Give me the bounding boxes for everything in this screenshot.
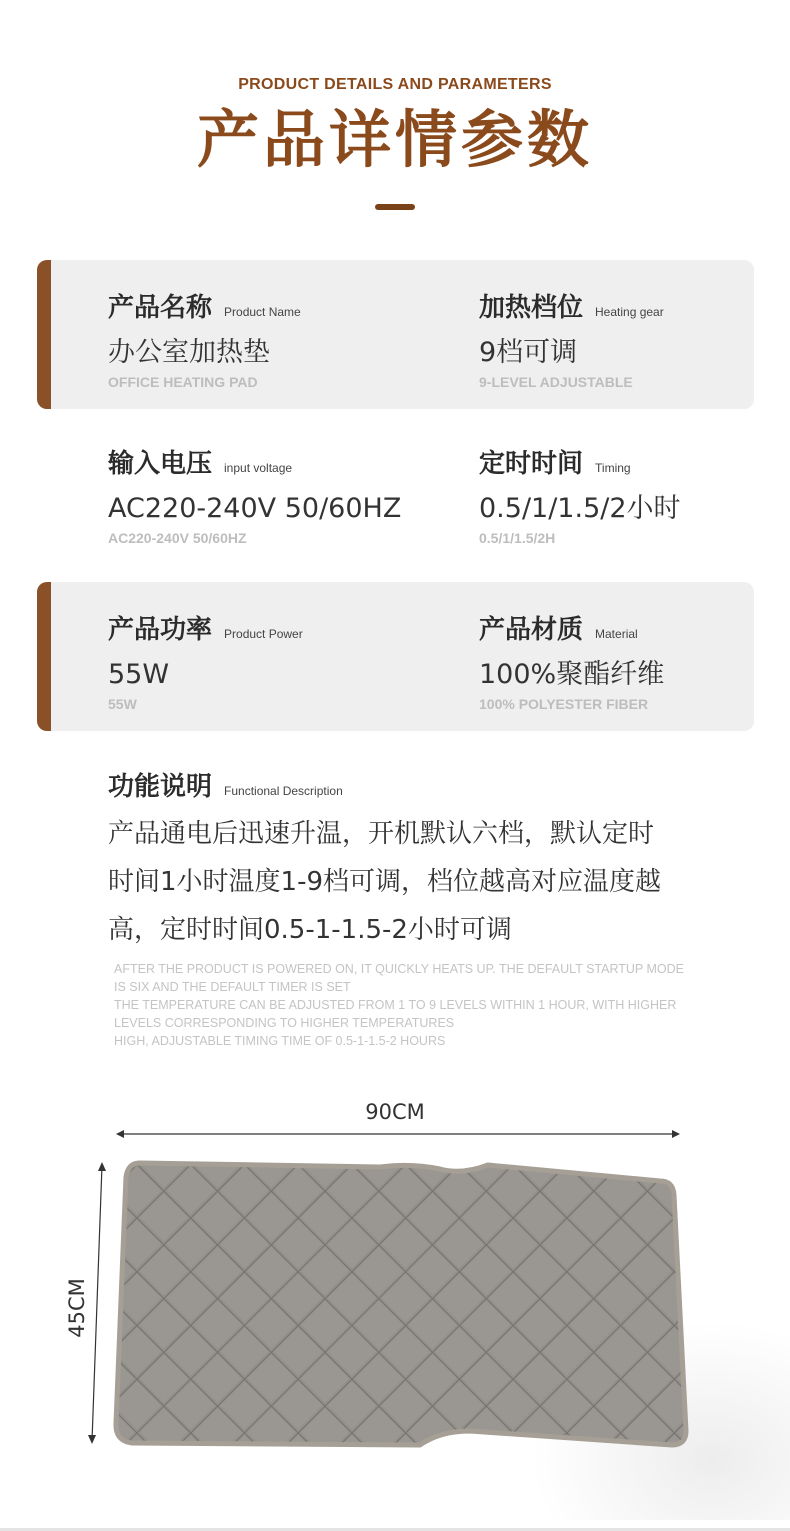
heating-pad-illustration xyxy=(0,1125,790,1465)
param-title-en: Product Power xyxy=(224,627,303,641)
param-title-cn: 输入电压 xyxy=(108,449,213,479)
functional-en-line: AFTER THE PRODUCT IS POWERED ON, IT QUICKLY HEATS UP. THE DEFAULT STARTUP MODE xyxy=(114,962,685,976)
functional-line: 高，定时时间0.5-1-1.5-2小时可调 xyxy=(108,915,512,945)
param-title-en: input voltage xyxy=(224,461,293,475)
width-arrow-head-right xyxy=(672,1130,680,1138)
param-value-en: AC220-240V 50/60HZ xyxy=(108,530,247,546)
param-value-en: 9-LEVEL ADJUSTABLE xyxy=(479,374,633,390)
header-subtitle-en: PRODUCT DETAILS AND PARAMETERS xyxy=(238,76,552,93)
param-value-en: 100% POLYESTER FIBER xyxy=(479,696,649,712)
param-value-en: 55W xyxy=(108,696,137,712)
height-arrow-head-bottom xyxy=(88,1435,96,1444)
functional-en-line: IS SIX AND THE DEFAULT TIMER IS SET xyxy=(114,980,351,994)
param-product-name xyxy=(108,287,448,390)
param-title-cn: 产品功率 xyxy=(108,615,213,645)
functional-title-cn: 功能说明 xyxy=(108,772,213,802)
width-arrow-head-left xyxy=(116,1130,124,1138)
param-title-en: Heating gear xyxy=(595,305,664,319)
param-value: 办公室加热垫 xyxy=(108,337,270,368)
param-title-en: Material xyxy=(595,627,638,641)
param-title-en: Product Name xyxy=(224,305,301,319)
param-value: 9档可调 xyxy=(479,337,578,368)
param-value: 0.5/1/1.5/2小时 xyxy=(479,493,681,524)
param-title-cn: 定时时间 xyxy=(479,449,584,479)
param-value: 55W xyxy=(108,659,170,690)
height-arrow-head-top xyxy=(98,1162,106,1171)
page-title: 产品详情参数 xyxy=(196,103,593,176)
param-title-cn: 产品名称 xyxy=(108,293,213,323)
param-input-voltage xyxy=(108,443,448,546)
title-divider xyxy=(375,204,415,210)
functional-body-en xyxy=(114,960,734,1050)
param-heating-gear xyxy=(479,287,790,390)
param-value: AC220-240V 50/60HZ xyxy=(108,493,402,524)
param-material xyxy=(479,609,790,712)
functional-en-line: LEVELS CORRESPONDING TO HIGHER TEMPERATURES xyxy=(114,1016,455,1030)
row-accent-bar xyxy=(37,582,51,731)
functional-en-line: THE TEMPERATURE CAN BE ADJUSTED FROM 1 TO 9 LEVELS WITHIN 1 HOUR, WITH HIGHER xyxy=(114,998,677,1012)
functional-line: 产品通电后迅速升温，开机默认六档，默认定时 xyxy=(108,819,655,849)
param-value-en: OFFICE HEATING PAD xyxy=(108,374,258,390)
functional-title-en: Functional Description xyxy=(224,784,343,798)
height-arrow-line xyxy=(92,1165,102,1441)
heating-pad-surface xyxy=(100,1155,700,1455)
param-product-power xyxy=(108,609,448,712)
functional-line: 时间1小时温度1-9档可调，档位越高对应温度越 xyxy=(108,867,662,897)
param-timing xyxy=(479,443,790,546)
functional-heading xyxy=(108,766,343,803)
width-dimension-label: 90CM xyxy=(365,1100,425,1124)
param-title-cn: 加热档位 xyxy=(479,293,584,323)
functional-en-line: HIGH, ADJUSTABLE TIMING TIME OF 0.5-1-1.5-2 HOURS xyxy=(114,1034,446,1048)
param-value-en: 0.5/1/1.5/2H xyxy=(479,530,556,546)
functional-body xyxy=(108,810,738,954)
param-title-en: Timing xyxy=(595,461,631,475)
param-title-cn: 产品材质 xyxy=(479,615,584,645)
row-accent-bar xyxy=(37,260,51,409)
height-dimension-label: 45CM xyxy=(65,1278,89,1338)
param-value: 100%聚酯纤维 xyxy=(479,659,665,690)
